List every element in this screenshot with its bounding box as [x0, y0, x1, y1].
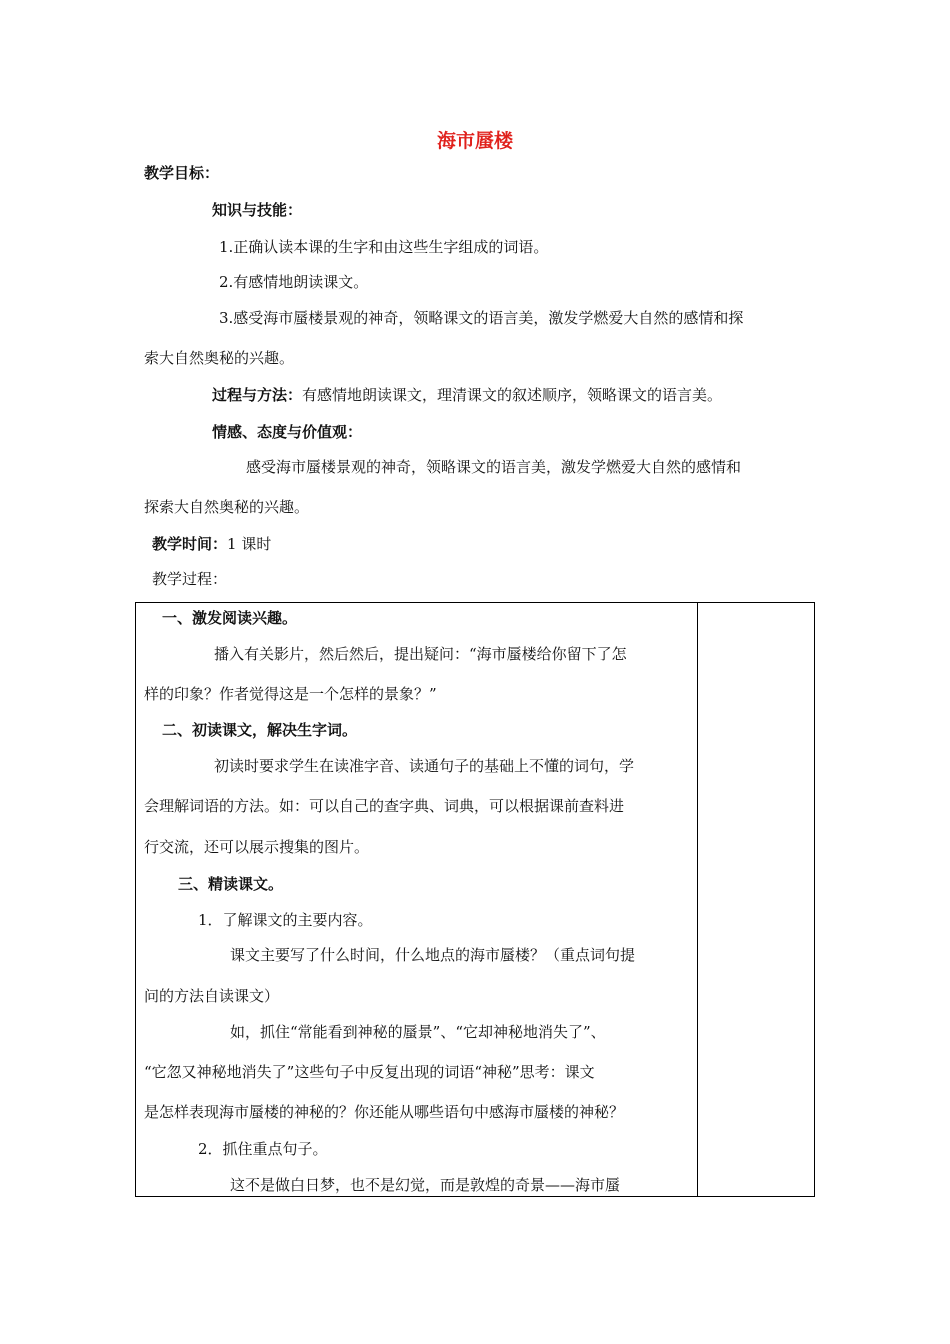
process-label: 教学过程：: [152, 570, 228, 588]
table-line: 会理解词语的方法。如：可以自己的查字典、词典，可以根据课前查料进: [144, 797, 625, 815]
knowledge-item: 2.有感情地朗读课文。: [219, 273, 369, 291]
time-label: 教学时间：: [152, 535, 228, 553]
emotion-line: 感受海市蜃楼景观的神奇，领略课文的语言美，激发学燃爱大自然的感情和: [246, 458, 742, 476]
section-heading: 二、初读课文，解决生字词。: [162, 721, 358, 739]
time-line: [152, 534, 271, 554]
page-title: 海市蜃楼: [436, 130, 513, 152]
knowledge-item: 3.感受海市蜃楼景观的神奇，领略课文的语言美，激发学燃爱大自然的感情和探: [219, 309, 744, 327]
table-line: 播入有关影片，然后然后，提出疑问：“海市蜃楼给你留下了怎: [214, 645, 627, 663]
table-line: 课文主要写了什么时间，什么地点的海市蜃楼？（重点词句提: [230, 946, 636, 964]
process-text: 有感情地朗读课文，理清课文的叙述顺序，领略课文的语言美。: [302, 386, 723, 404]
table-line: 初读时要求学生在读准字音、读通句子的基础上不懂的词句，学: [214, 757, 635, 775]
table-line: 如，抓住“常能看到神秘的蜃景”、“它却神秘地消失了”、: [230, 1023, 606, 1041]
process-heading: 过程与方法：: [212, 386, 303, 404]
emotion-heading: 情感、态度与价值观：: [212, 423, 363, 441]
knowledge-item: 索大自然奥秘的兴趣。: [144, 349, 295, 367]
section-heading: 一、激发阅读兴趣。: [162, 609, 298, 627]
process-line: [212, 385, 722, 405]
emotion-line: 探索大自然奥秘的兴趣。: [144, 498, 310, 516]
knowledge-heading: 知识与技能：: [212, 201, 303, 219]
table-line: 这不是做白日梦，也不是幻觉，而是敦煌的奇景——海市蜃: [230, 1176, 621, 1194]
table-line: 2．抓住重点句子。: [198, 1140, 328, 1158]
table-line: “它忽又神秘地消失了”这些句子中反复出现的词语“神秘”思考：课文: [144, 1063, 595, 1081]
table-column-divider: [697, 602, 698, 1197]
table-line: 样的印象？作者觉得这是一个怎样的景象？”: [144, 685, 437, 703]
knowledge-item: 1.正确认读本课的生字和由这些生字组成的词语。: [219, 238, 549, 256]
table-line: 问的方法自读课文）: [144, 987, 280, 1005]
table-line: 行交流，还可以展示搜集的图片。: [144, 838, 370, 856]
table-line: 1．了解课文的主要内容。: [198, 911, 373, 929]
time-value: 1 课时: [227, 535, 272, 553]
section-heading: 三、精读课文。: [178, 875, 284, 893]
objectives-heading: 教学目标：: [144, 164, 220, 182]
table-line: 是怎样表现海市蜃楼的神秘的？你还能从哪些语句中感海市蜃楼的神秘？: [144, 1103, 625, 1121]
